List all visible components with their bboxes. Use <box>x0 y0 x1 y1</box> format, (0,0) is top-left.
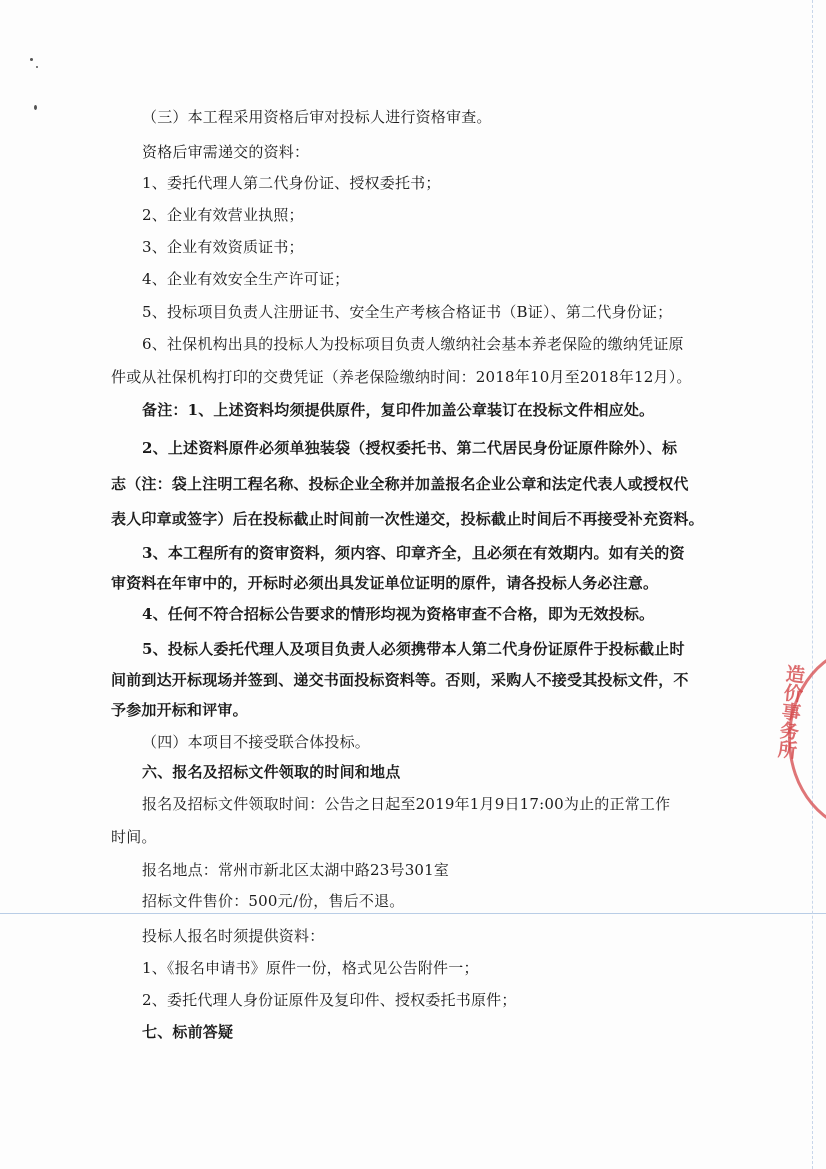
text-line: 投标人报名时须提供资料： <box>142 927 325 945</box>
text-line: 4、任何不符合招标公告要求的情形均视为资格审查不合格，即为无效投标。 <box>142 605 655 623</box>
section-heading: 七、标前答疑 <box>142 1023 234 1041</box>
text-line: 审资料在年审中的，开标时必须出具发证单位证明的原件，请各投标人务必注意。 <box>111 574 659 592</box>
scan-speck <box>36 66 38 68</box>
text-line: 时间。 <box>111 828 157 846</box>
text-line: 备注：1、上述资料均须提供原件，复印件加盖公章装订在投标文件相应处。 <box>142 401 655 419</box>
text-line: 5、投标项目负责人注册证书、安全生产考核合格证书（B证）、第二代身份证； <box>142 303 673 321</box>
text-line: 件或从社保机构打印的交费凭证（养老保险缴纳时间：2018年10月至2018年12月）。 <box>111 368 692 386</box>
text-line: 报名地点：常州市新北区太湖中路23号301室 <box>142 861 450 879</box>
text-line: 5、投标人委托代理人及项目负责人必须携带本人第二代身份证原件于投标截止时 <box>142 640 685 658</box>
text-line: （三）本工程采用资格后审对投标人进行资格审查。 <box>142 108 492 126</box>
section-heading: 六、报名及招标文件领取的时间和地点 <box>142 763 401 781</box>
text-line: 表人印章或签字）后在投标截止时间前一次性递交，投标截止时间后不再接受补充资料。 <box>111 510 704 528</box>
text-line: 报名及招标文件领取时间：公告之日起至2019年1月9日17:00为止的正常工作 <box>142 795 671 813</box>
text-line: （四）本项目不接受联合体投标。 <box>142 733 371 751</box>
company-seal <box>770 640 826 840</box>
scan-edge-line <box>812 0 813 1169</box>
text-line: 2、委托代理人身份证原件及复印件、授权委托书原件； <box>142 991 517 1009</box>
text-line: 3、企业有效资质证书； <box>142 238 304 256</box>
text-line: 2、上述资料原件必须单独装袋（授权委托书、第二代居民身份证原件除外）、标 <box>142 439 678 457</box>
text-line: 予参加开标和评审。 <box>111 701 248 719</box>
scan-line <box>0 913 826 914</box>
text-line: 4、企业有效安全生产许可证； <box>142 270 350 288</box>
scan-speck <box>34 105 37 110</box>
scan-speck <box>30 58 33 61</box>
text-line: 6、社保机构出具的投标人为投标项目负责人缴纳社会基本养老保险的缴纳凭证原 <box>142 335 684 353</box>
text-line: 招标文件售价：500元/份，售后不退。 <box>142 892 405 910</box>
text-line: 资格后审需递交的资料： <box>142 143 310 161</box>
text-line: 1、委托代理人第二代身份证、授权委托书； <box>142 174 441 192</box>
text-line: 2、企业有效营业执照； <box>142 206 304 224</box>
seal-text: 造价事务所 <box>774 663 806 760</box>
text-line: 3、本工程所有的资审资料，须内容、印章齐全，且必须在有效期内。如有关的资 <box>142 544 685 562</box>
text-line: 志（注：袋上注明工程名称、投标企业全称并加盖报名企业公章和法定代表人或授权代 <box>111 475 689 493</box>
text-line: 1、《报名申请书》原件一份，格式见公告附件一； <box>142 959 479 977</box>
text-line: 间前到达开标现场并签到、递交书面投标资料等。否则，采购人不接受其投标文件，不 <box>111 671 689 689</box>
